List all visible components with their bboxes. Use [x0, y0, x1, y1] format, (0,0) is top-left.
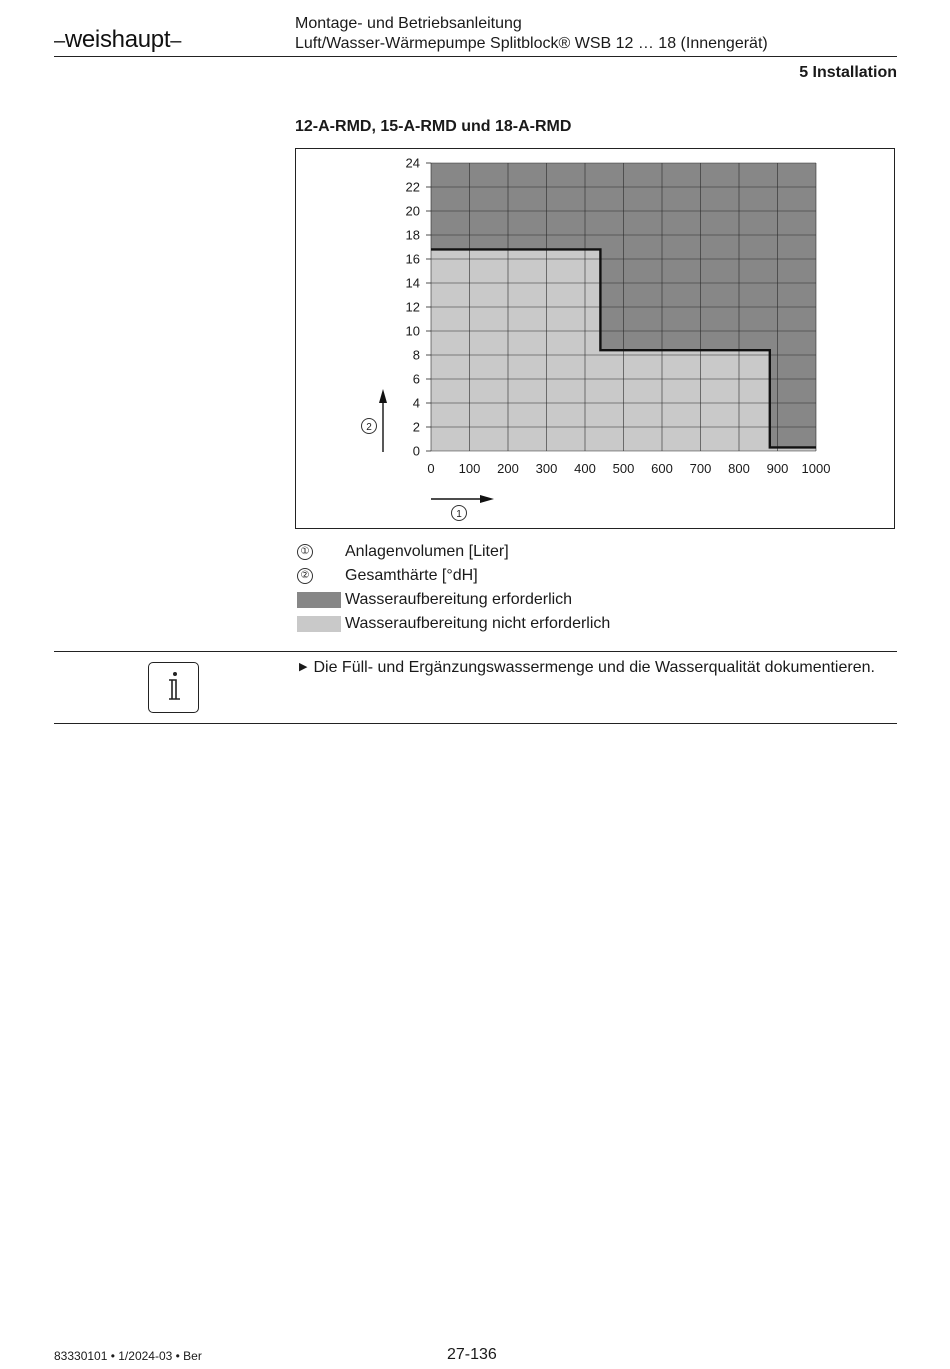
y-tick-label: 22: [405, 179, 420, 195]
y-tick-label: 2: [412, 419, 420, 435]
x-tick-label: 900: [766, 461, 789, 476]
note-text: Die Füll- und Ergänzungswassermenge und die Wasserqualität dokumentieren.: [313, 659, 875, 676]
y-tick-label: 18: [405, 227, 420, 243]
y-tick-label: 16: [405, 251, 420, 267]
legend-swatch-light: [297, 616, 341, 632]
x-tick-label: 200: [497, 461, 519, 476]
legend-item-treatment-required: [297, 588, 897, 612]
legend-key-x: ①: [297, 544, 313, 560]
legend-label-treatment-not-required: Wasseraufbereitung nicht erforderlich: [345, 615, 611, 632]
y-tick-label: 24: [405, 155, 420, 171]
chart-frame: [295, 148, 895, 529]
y-tick-label: 20: [405, 203, 420, 219]
y-tick-label: 8: [412, 347, 420, 363]
y-tick-label: 10: [405, 323, 420, 339]
legend-label-treatment-required: Wasseraufbereitung erforderlich: [345, 591, 573, 608]
legend: [297, 540, 897, 636]
logo-text: weishaupt: [64, 26, 171, 53]
x-tick-label: 800: [728, 461, 750, 476]
legend-label-y: Gesamthärte [°dH]: [345, 567, 478, 584]
note-divider-bottom: [54, 723, 897, 724]
y-tick-label: 14: [405, 275, 420, 291]
y-tick-label: 12: [405, 299, 420, 315]
document-title-line1: Montage- und Betriebsanleitung: [295, 15, 522, 32]
legend-item-x: [297, 540, 897, 564]
legend-key-y: ②: [297, 568, 313, 584]
x-tick-label: 500: [612, 461, 635, 476]
x-tick-label: 700: [689, 461, 712, 476]
x-tick-label: 300: [535, 461, 558, 476]
legend-item-treatment-not-required: [297, 612, 897, 636]
x-tick-label: 100: [458, 461, 481, 476]
bullet-triangle-icon: ▶: [299, 661, 308, 673]
legend-swatch-dark: [297, 592, 341, 608]
note: [299, 658, 875, 679]
weishaupt-logo: –weishaupt–: [54, 26, 182, 53]
document-number: 83330101 • 1/2024-03 • Ber: [54, 1349, 202, 1363]
y-tick-label: 6: [412, 371, 420, 387]
info-icon: [148, 662, 199, 713]
x-tick-label: 400: [574, 461, 596, 476]
y-axis-arrow-head: [379, 389, 387, 403]
legend-item-y: [297, 564, 897, 588]
document-title-line2: Luft/Wasser-Wärmepumpe Splitblock® WSB 12 … 18 (Innengerät): [295, 35, 768, 52]
x-tick-label: 600: [651, 461, 673, 476]
water-hardness-chart: [296, 149, 896, 530]
y-axis-marker: 2: [366, 422, 372, 433]
y-tick-label: 4: [412, 395, 420, 411]
x-axis-marker: 1: [456, 509, 462, 520]
legend-label-x: Anlagenvolumen [Liter]: [345, 543, 509, 560]
section-title: 5 Installation: [799, 64, 897, 81]
header-divider: [54, 56, 897, 57]
x-tick-label: 0: [427, 461, 435, 476]
x-axis-arrow-head: [480, 495, 494, 503]
document-title: [295, 14, 768, 54]
page-number: 27-136: [447, 1346, 497, 1363]
figure-title: 12-A-RMD, 15-A-RMD und 18-A-RMD: [295, 118, 572, 135]
note-divider-top: [54, 651, 897, 652]
y-tick-label: 0: [412, 443, 420, 459]
x-tick-label: 1000: [801, 461, 831, 476]
